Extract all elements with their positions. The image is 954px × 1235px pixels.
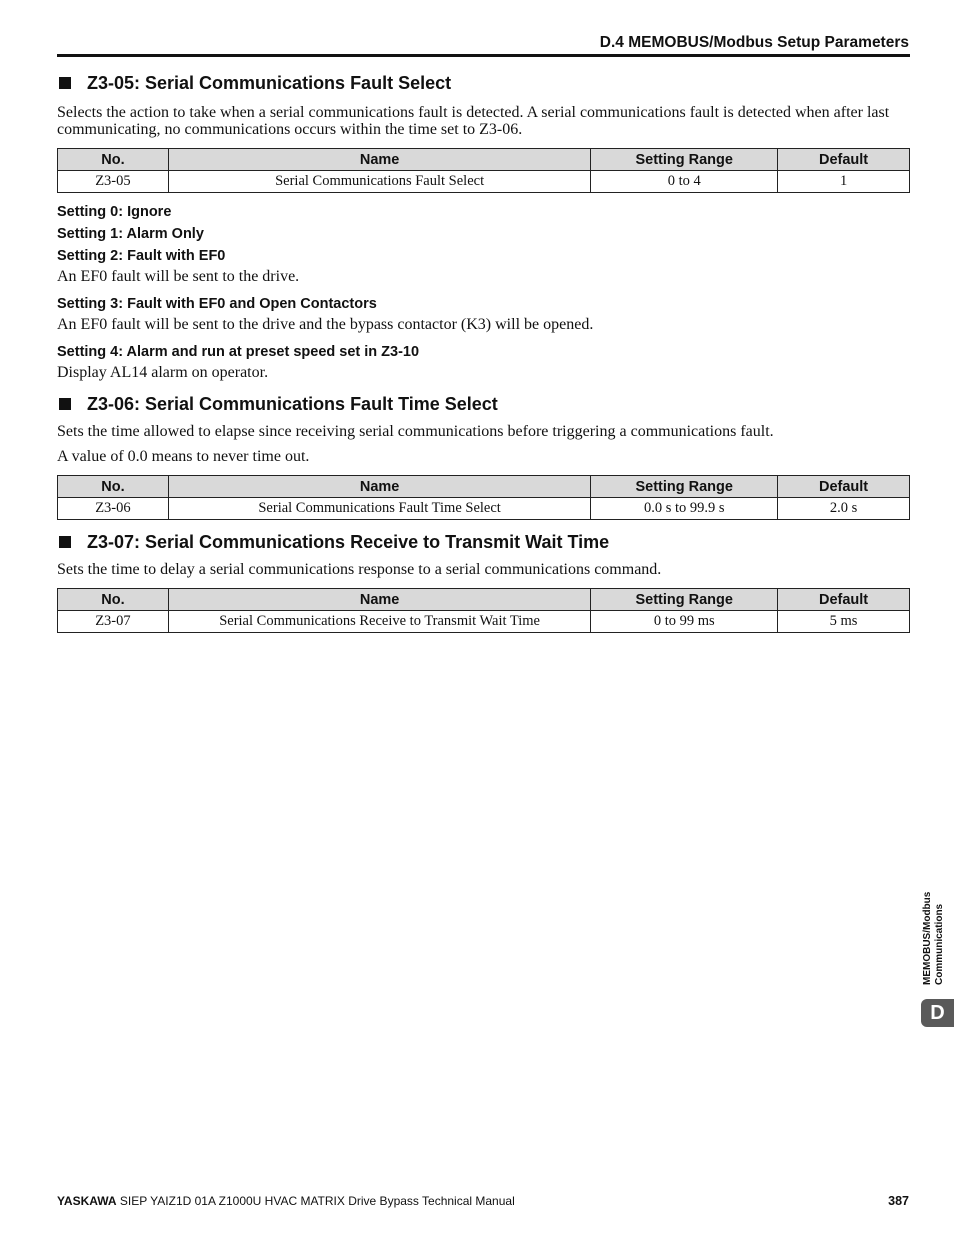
setting-0-label: Setting 0: Ignore [57,204,172,220]
setting-2-label: Setting 2: Fault with EF0 [57,248,226,264]
z3-05-description: Selects the action to take when a serial communications fault is detected. A serial communications fault is detected when after last communicating, no communications occurs within the time set to Z3-06. [57,104,890,138]
z3-05-parameter-table [57,148,910,193]
cell-no: Z3-07 [58,611,169,633]
table-row [58,498,910,520]
col-name: Name [168,476,590,498]
cell-name: Serial Communications Fault Time Select [168,498,590,520]
page-content [57,70,910,633]
header-rule [57,54,910,57]
table-header-row [58,149,910,171]
col-default: Default [778,149,910,171]
section-title: Z3-07: Serial Communications Receive to Transmit Wait Time [87,532,610,552]
table-header-row [58,476,910,498]
table-header-row [58,589,910,611]
cell-range: 0 to 4 [591,171,778,193]
col-range: Setting Range [591,589,778,611]
z3-07-description: Sets the time to delay a serial communications response to a serial communications command. [57,561,662,578]
table-row [58,611,910,633]
col-range: Setting Range [591,476,778,498]
page-number: 387 [888,1194,909,1208]
col-default: Default [778,476,910,498]
side-chapter-label: MEMOBUS/Modbus Communications [922,891,945,985]
cell-no: Z3-06 [58,498,169,520]
setting-4-label: Setting 4: Alarm and run at preset speed set in Z3-10 [57,344,420,360]
col-name: Name [168,589,590,611]
chapter-tab: D [921,999,954,1027]
footer-doc-title [57,1194,515,1208]
cell-default: 2.0 s [778,498,910,520]
cell-name: Serial Communications Receive to Transmit Wait Time [168,611,590,633]
section-heading-z3-05 [57,70,910,96]
col-range: Setting Range [591,149,778,171]
section-title: Z3-06: Serial Communications Fault Time Select [87,394,498,414]
col-no: No. [58,149,169,171]
z3-06-parameter-table [57,475,910,520]
setting-1-label: Setting 1: Alarm Only [57,226,204,242]
footer-brand: YASKAWA [57,1194,117,1208]
cell-range: 0 to 99 ms [591,611,778,633]
cell-no: Z3-05 [58,171,169,193]
col-no: No. [58,476,169,498]
page-header-title: D.4 MEMOBUS/Modbus Setup Parameters [599,34,909,51]
z3-07-parameter-table [57,588,910,633]
cell-range: 0.0 s to 99.9 s [591,498,778,520]
section-heading-z3-06 [57,391,910,417]
z3-06-description: Sets the time allowed to elapse since receiving serial communications before triggering a communications fault. [57,423,774,440]
setting-3-text: An EF0 fault will be sent to the drive and the bypass contactor (K3) will be opened. [57,316,594,333]
cell-default: 5 ms [778,611,910,633]
bullet-square-icon [59,398,71,410]
col-no: No. [58,589,169,611]
setting-2-text: An EF0 fault will be sent to the drive. [57,268,300,285]
table-row [58,171,910,193]
setting-3-label: Setting 3: Fault with EF0 and Open Contactors [57,296,377,312]
section-title: Z3-05: Serial Communications Fault Select [87,73,452,93]
bullet-square-icon [59,536,71,548]
footer-doc: SIEP YAIZ1D 01A Z1000U HVAC MATRIX Drive Bypass Technical Manual [116,1194,515,1208]
bullet-square-icon [59,77,71,89]
section-heading-z3-07 [57,529,910,555]
col-name: Name [168,149,590,171]
cell-default: 1 [778,171,910,193]
col-default: Default [778,589,910,611]
cell-name: Serial Communications Fault Select [168,171,590,193]
setting-4-text: Display AL14 alarm on operator. [57,364,269,381]
z3-06-description-2: A value of 0.0 means to never time out. [57,448,310,465]
